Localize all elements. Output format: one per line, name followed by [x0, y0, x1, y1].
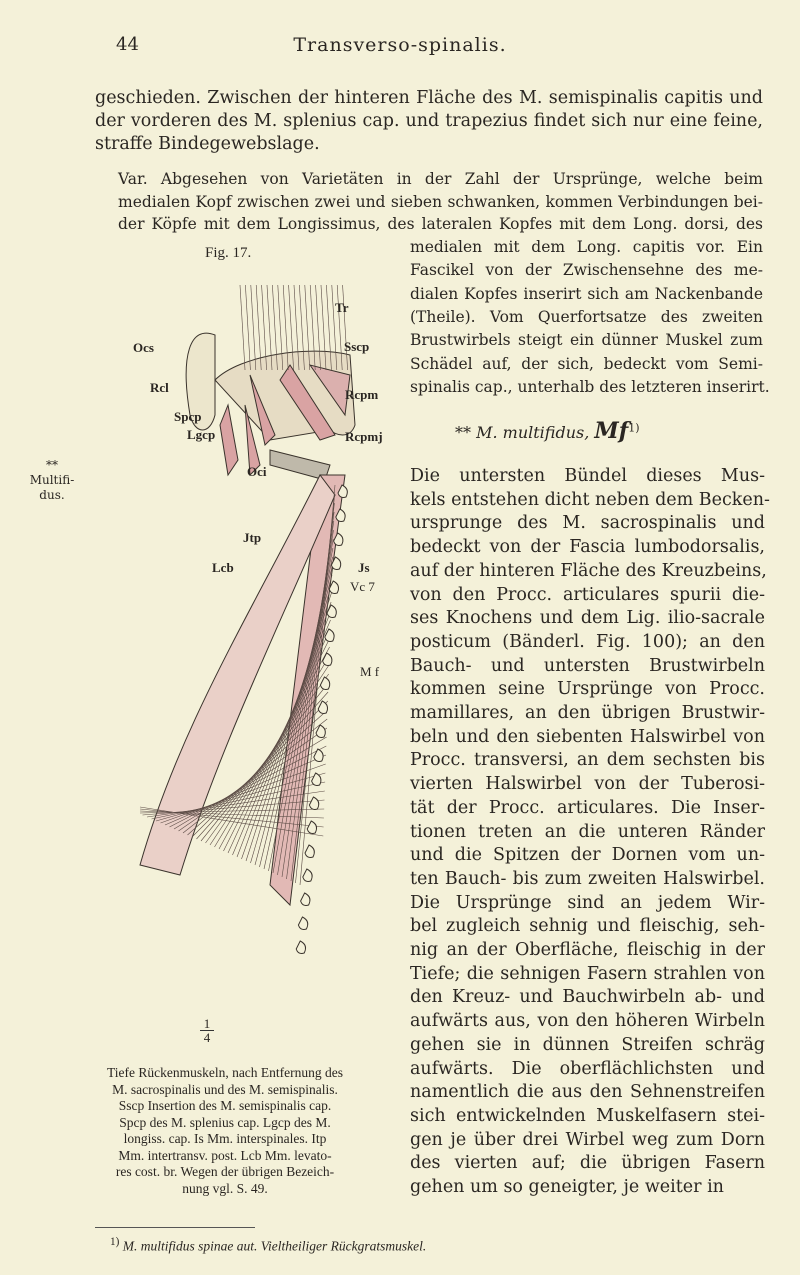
figure-scale [200, 1017, 214, 1044]
text-line: medialen mit dem Long. capitis vor. Ein [410, 238, 763, 256]
caption-line: nung vgl. S. 49. [182, 1180, 268, 1196]
text-line: tionen treten an die unteren Ränder [410, 821, 765, 842]
text-line: straffe Bindegewebslage. [95, 134, 320, 154]
text-line: posticum (Bänderl. Fig. 100); an den [410, 631, 765, 652]
text-line: den Kreuz- und Bauchwirbeln ab- und [410, 987, 765, 1008]
vertebra-process [296, 941, 305, 954]
heading-title: M. multifidus, [476, 423, 590, 442]
vertebra-process [323, 653, 332, 666]
vertebra-process [301, 893, 310, 906]
text-line: gehen sie in dünnen Streifen schräg [410, 1034, 765, 1055]
text-line: (Theile). Vom Querfortsatze des zweiten [410, 307, 763, 326]
vertebra-process [320, 677, 329, 690]
text-line: bel zugleich sehnig und fleischig, seh- [410, 916, 765, 937]
caption-line: Mm. intertransv. post. Lcb Mm. levato- [118, 1147, 332, 1163]
muscle-fiber [251, 285, 256, 370]
figure-label-sscp: Sscp [344, 339, 370, 354]
figure-label-spcp: Spcp [174, 409, 202, 424]
heading-abbr: Mf [594, 418, 629, 444]
text-line: Die untersten Bündel dieses Mus- [410, 466, 765, 486]
text-line: ursprunge des M. sacrospinalis und [410, 513, 765, 534]
scale-denominator: 4 [200, 1030, 214, 1044]
vertebra-process [309, 797, 318, 810]
caption-line: Spcp des M. splenius cap. Lgcp des M. [119, 1114, 331, 1130]
text-line: Tiefe; die sehnigen Fasern strahlen von [410, 963, 765, 984]
text-line: auf der hinteren Fläche des Kreuzbeins, [410, 560, 767, 581]
figure-label-vc7: Vc 7 [350, 579, 375, 594]
footnote-marker: 1) [110, 1236, 120, 1248]
section-heading [455, 418, 640, 444]
text-line: Schädel auf, der sich, bedeckt vom Semi- [410, 354, 763, 373]
figure-label-rcl: Rcl [150, 380, 169, 395]
caption-line: res cost. br. Wegen der übrigen Bezeich- [115, 1164, 335, 1179]
text-line: bedeckt von der Fascia lumbodorsalis, [410, 537, 765, 558]
text-line: gehen um so geneigter, je weiter in [410, 1177, 724, 1197]
figure-label-mf: M f [360, 664, 380, 679]
vertebra-process [314, 749, 323, 762]
text-line: beln und den siebenten Halswirbel von [410, 726, 765, 747]
text-line: vierten Halswirbel von der Tuberosi- [410, 774, 765, 795]
text-line: Die Ursprünge sind an jedem Wir- [410, 892, 765, 913]
text-line: kels entstehen dicht neben dem Becken- [410, 489, 770, 510]
caption-line: longiss. cap. Is Mm. interspinales. Itp [123, 1131, 327, 1146]
text-line: der Köpfe mit dem Longissimus, des lateralen Kopfes mit dem Long. dorsi, des [118, 215, 763, 233]
text-line: nig an der Oberfläche, fleischig in der [410, 940, 765, 960]
text-line: Procc. transversi, an dem sechsten bis [410, 750, 765, 771]
figure-label-js: Js [358, 560, 370, 575]
footnote-ref: 1) [628, 421, 640, 435]
figure-label-ocs: Ocs [133, 340, 154, 355]
text-line: Brustwirbels steigt ein dünner Muskel zum [410, 331, 763, 350]
muscle-fiber [240, 285, 245, 370]
figure-label-rcpm: Rcpm [345, 387, 379, 402]
heading-marker: ** [455, 423, 471, 442]
footnote [110, 1236, 426, 1255]
text-line: aufwärts. Die oberflächlichsten und [410, 1058, 765, 1079]
text-line: des vierten auf; die übrigen Fasern [410, 1153, 765, 1174]
text-line: aufwärts aus, von den höheren Wirbeln [410, 1011, 765, 1032]
figure-label-rcpmj: Rcpmj [345, 429, 383, 444]
caption-line: Tiefe Rückenmuskeln, nach Entfernung des [106, 1065, 344, 1080]
text-line: sich entwickelnden Muskelfasern stei- [410, 1105, 765, 1126]
footnote-rule [95, 1227, 255, 1228]
footnote-text: M. multifidus spinae aut. Vieltheiliger Rückgratsmuskel. [122, 1238, 427, 1254]
text-line: Fascikel von der Zwischensehne des me- [410, 261, 763, 280]
text-line: namentlich die aus den Sehnenstreifen [410, 1082, 765, 1103]
figure-illustration [120, 265, 380, 1005]
muscle-fiber [256, 285, 261, 370]
page-number: 44 [116, 34, 139, 55]
muscle-fiber [245, 285, 250, 370]
text-line: von den Procc. articulares spurii die- [410, 584, 765, 605]
text-line: kommen seine Ursprünge von Procc. [410, 679, 765, 700]
figure-label-jtp: Jtp [243, 530, 262, 545]
vertebra-process [298, 917, 307, 930]
vertebra-process [303, 869, 312, 882]
text-line: dialen Kopfes inserirt sich am Nackenbande [410, 284, 763, 303]
figure-title: Fig. 17. [205, 245, 252, 261]
caption-line: M. sacrospinalis und des M. semispinalis. [112, 1081, 338, 1097]
text-line: medialen Kopf zwischen zwei und sieben schwanken, kommen Verbindungen bei- [118, 192, 763, 211]
text-line: spinalis cap., unterhalb des letzteren inserirt. [410, 377, 770, 396]
running-title: Transverso-spinalis. [293, 34, 507, 56]
vertebra-process [327, 605, 336, 618]
text-line: der vorderen des M. splenius cap. und trapezius findet sich nur eine feine, [95, 111, 763, 131]
text-line: geschieden. Zwischen der hinteren Fläche des M. semispinalis capitis und [95, 88, 763, 108]
margin-note: ** Multifi-dus. [29, 458, 75, 502]
text-line: tät der Procc. articulares. Die Inser- [410, 797, 765, 818]
vertebra-process [305, 845, 314, 858]
figure-label-lgcp: Lgcp [187, 427, 216, 442]
vertebra-process [307, 821, 316, 834]
figure-label-oci: Oci [247, 464, 267, 479]
caption-line: Sscp Insertion des M. semispinalis cap. [118, 1098, 332, 1113]
scale-numerator: 1 [203, 1016, 211, 1031]
text-line: und die Spitzen der Dornen vom un- [410, 845, 765, 866]
text-line: mamillares, an den übrigen Brustwir- [410, 703, 765, 723]
text-line: gen je über drei Wirbel weg zum Dorn [410, 1129, 765, 1150]
figure-label-lcb: Lcb [212, 560, 234, 575]
text-line: Var. Abgesehen von Varietäten in der Zahl der Ursprünge, welche beim [118, 170, 763, 188]
figure-label-tr: Tr [335, 300, 349, 315]
text-line: ses Knochens und dem Lig. ilio-sacrale [410, 608, 765, 629]
text-line: ten Bauch- bis zum zweiten Halswirbel. [410, 868, 765, 889]
text-line: Bauch- und untersten Brustwirbeln [410, 655, 765, 676]
